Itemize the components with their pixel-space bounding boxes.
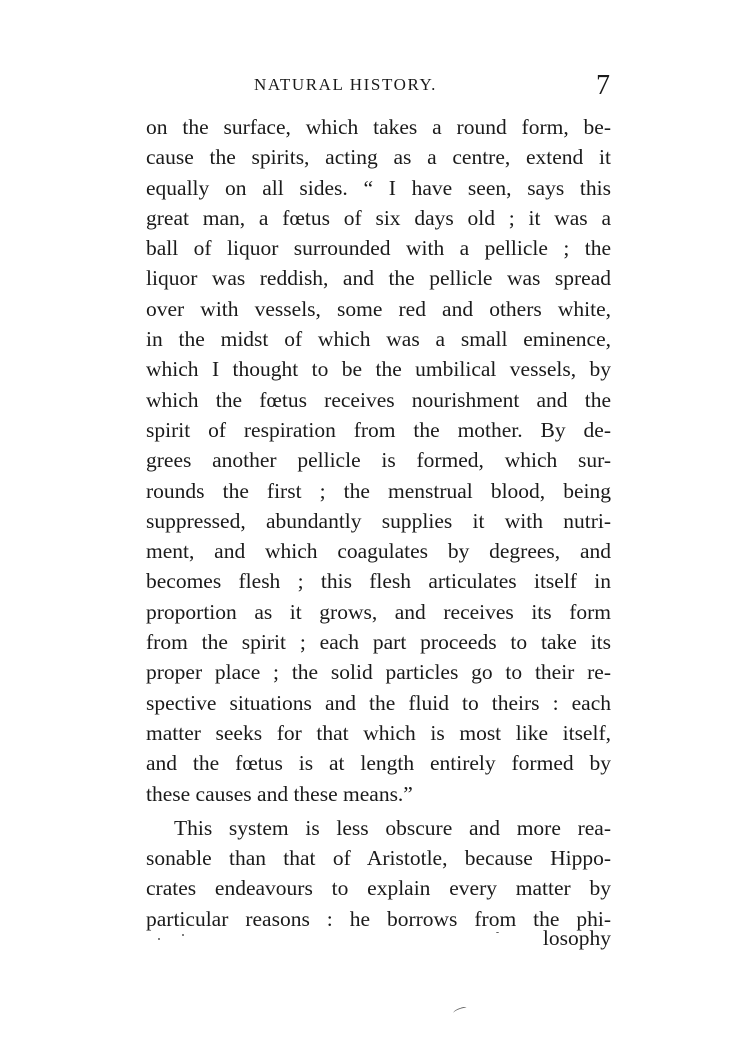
text-line: matter seeks for that which is most like itself, [146,720,611,745]
text-line: over with vessels, some red and others white, [146,296,611,321]
ink-mark [453,1006,468,1015]
body-text [146,112,611,934]
text-line: ment, and which coagulates by degrees, and [146,539,611,564]
text-line: spirit of respiration from the mother. By de- [146,417,611,442]
text-line: spective situations and the fluid to theirs : each [146,690,611,715]
page-number: 7 [596,70,610,101]
print-speck [182,934,184,936]
text-line: equally on all sides. “ I have seen, says this [146,175,611,200]
text-line: these causes and these means.” [146,781,413,806]
text-line: cause the spirits, acting as a centre, extend it [146,145,611,170]
text-line: grees another pellicle is formed, which sur- [146,448,611,473]
catchword: losophy [542,926,611,950]
text-line: sonable than that of Aristotle, because Hippo- [146,846,611,871]
text-line: becomes flesh ; this flesh articulates itself in [146,569,611,594]
text-line: rounds the first ; the menstrual blood, being [146,478,611,503]
text-line: on the surface, which takes a round form, be- [146,115,611,139]
text-line: proportion as it grows, and receives its form [146,599,611,624]
text-line: great man, a fœtus of six days old ; it was a [146,205,611,230]
print-speck [496,932,499,933]
text-line: ball of liquor surrounded with a pellicle ; the [146,236,611,261]
text-line: liquor was reddish, and the pellicle was spread [146,266,611,291]
text-line: in the midst of which was a small eminence, [146,327,611,352]
text-line: from the spirit ; each part proceeds to take its [146,630,611,655]
running-title: NATURAL HISTORY. [254,75,438,94]
text-line: proper place ; the solid particles go to their re- [146,660,611,685]
paragraph-first-line: This system is less obscure and more rea- [174,815,611,840]
text-line: which the fœtus receives nourishment and the [146,387,611,412]
print-speck [158,938,160,940]
text-line: which I thought to be the umbilical vessels, by [146,357,611,382]
running-head [148,68,610,104]
text-line: particular reasons : he borrows from the phi- [146,906,611,931]
text-line: suppressed, abundantly supplies it with nutri- [146,508,611,533]
text-line: crates endeavours to explain every matter by [146,876,611,901]
text-line: and the fœtus is at length entirely formed by [146,751,611,776]
